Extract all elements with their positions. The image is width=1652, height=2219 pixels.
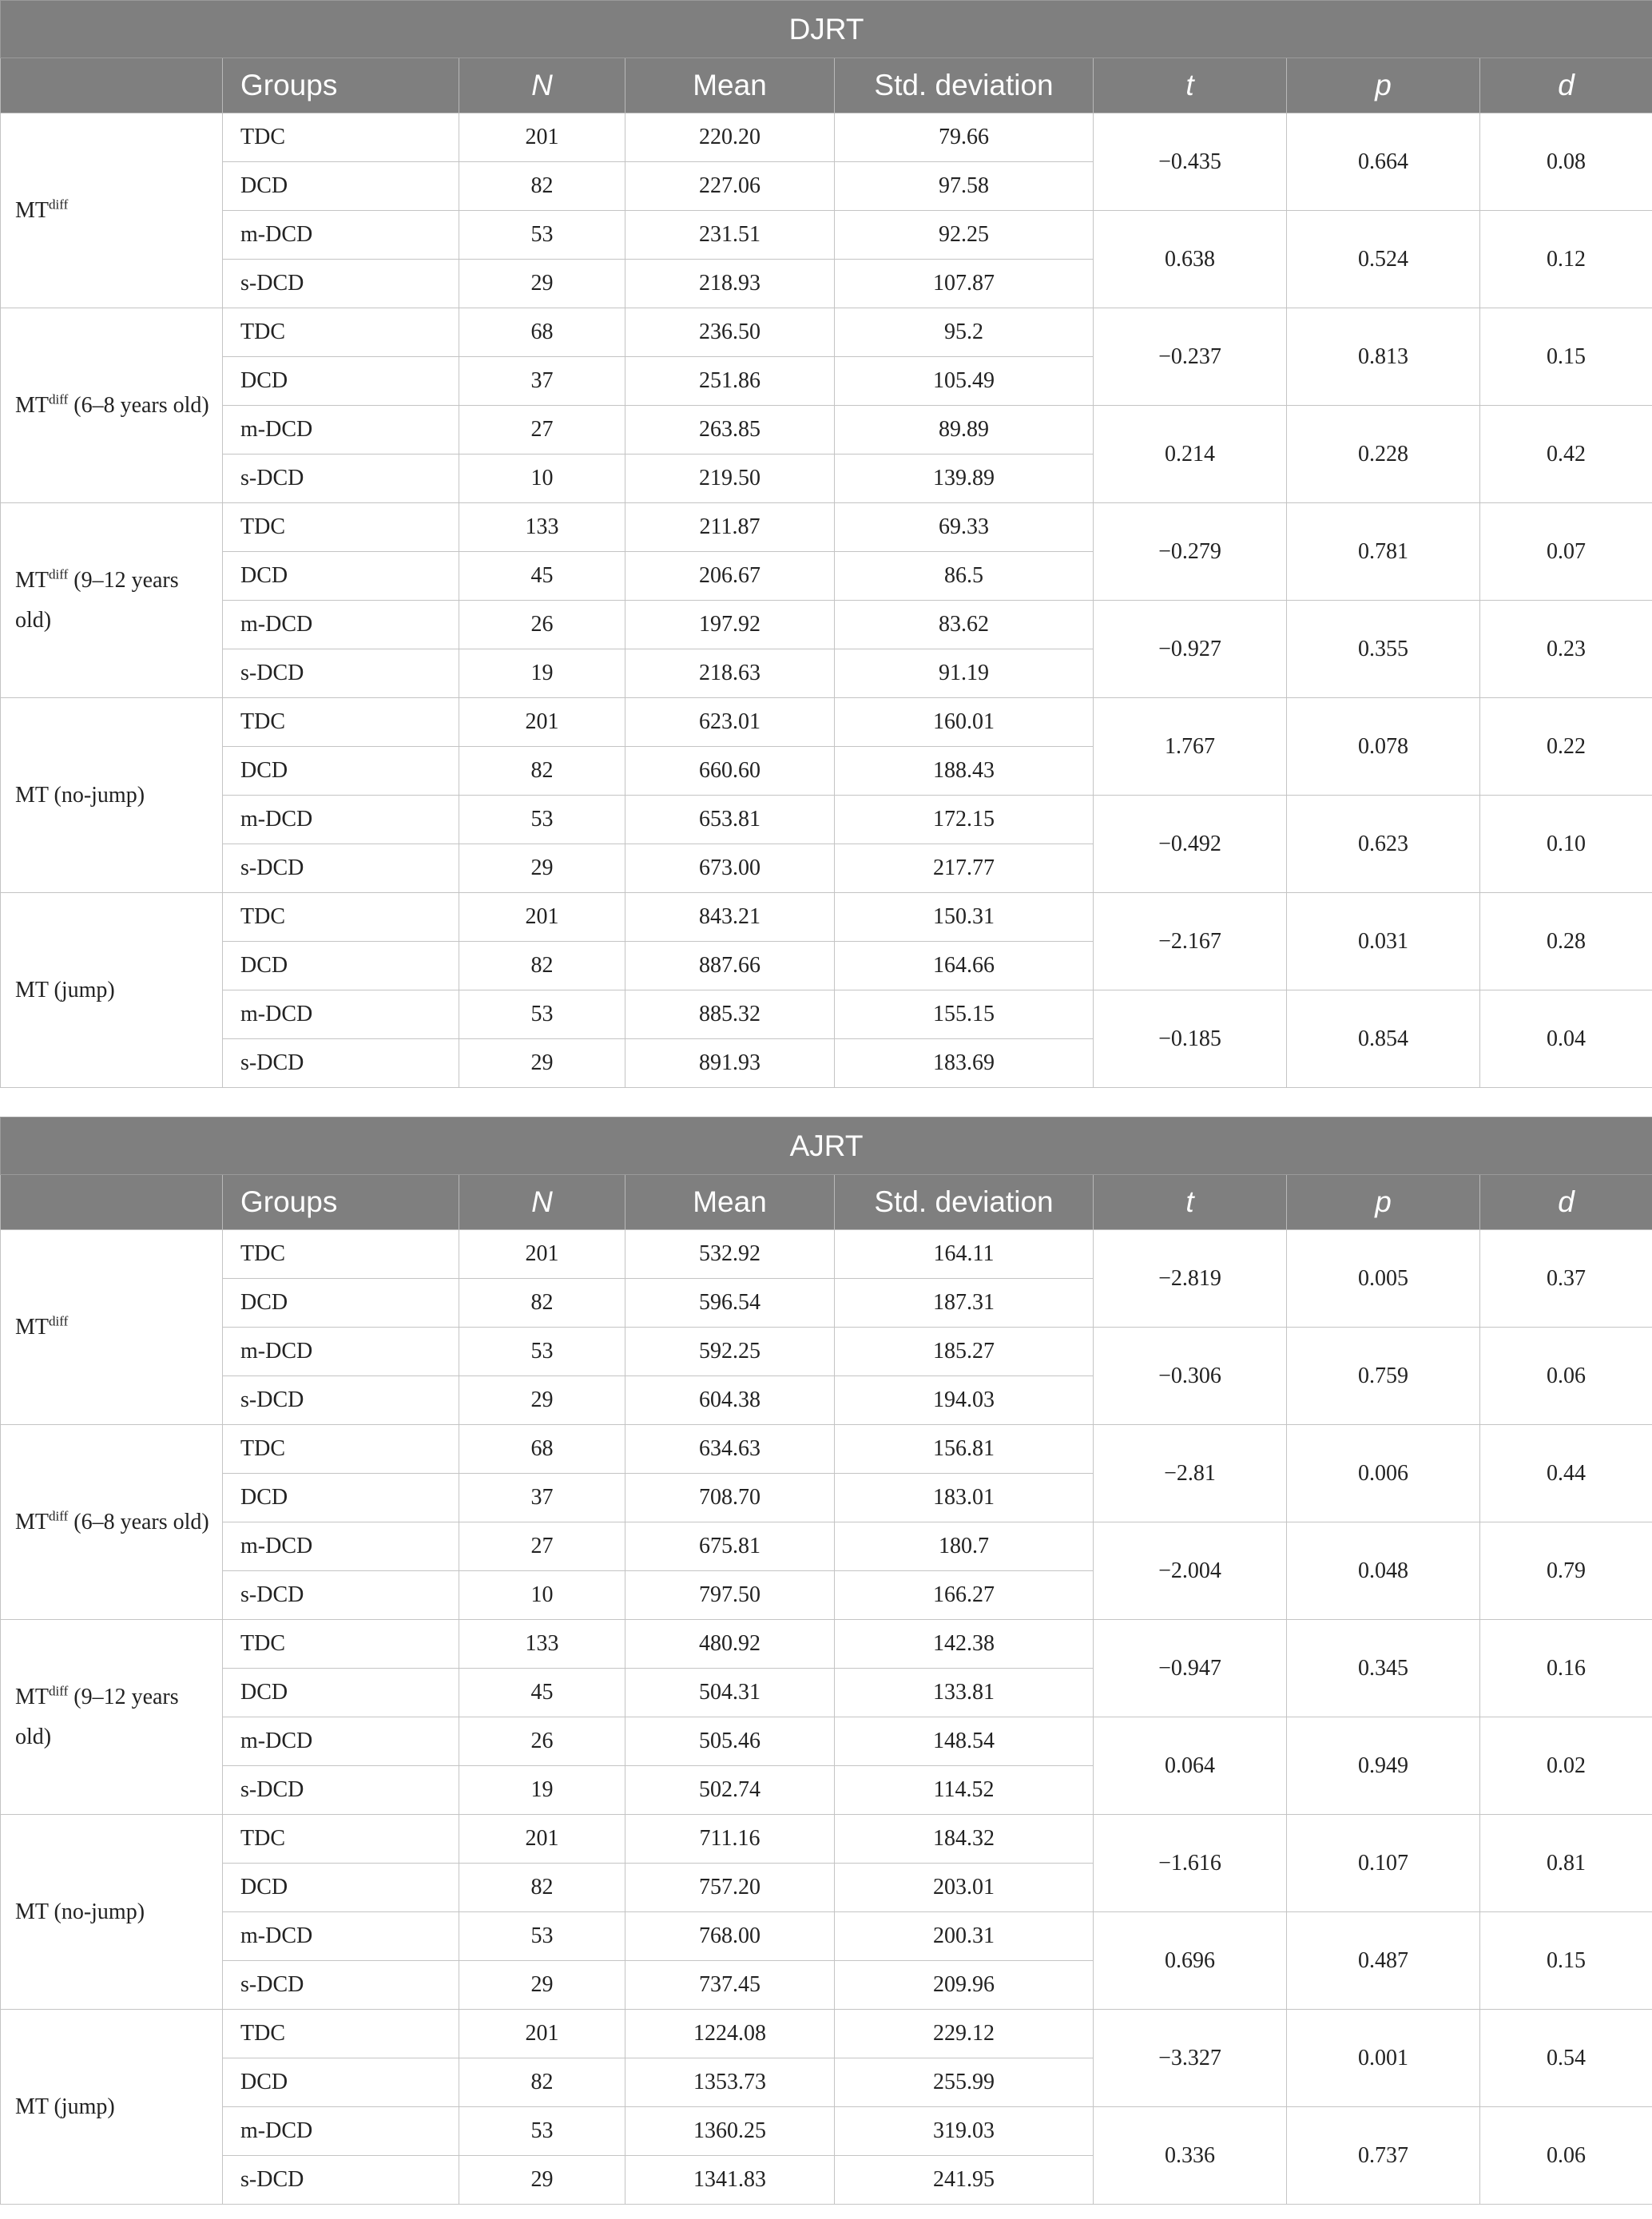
group-cell: DCD [223,2058,459,2107]
blank-header [1,1175,223,1230]
groups-header: Groups [223,1175,459,1230]
group-cell: TDC [223,1230,459,1279]
mean-cell: 206.67 [625,552,835,601]
sd-cell: 187.31 [835,1279,1094,1328]
mean-cell: 220.20 [625,113,835,162]
t-cell: −0.492 [1094,796,1287,893]
table-row [1,211,1652,260]
mean-cell: 1360.25 [625,2107,835,2156]
mean-cell: 1341.83 [625,2156,835,2205]
sd-cell: 83.62 [835,601,1094,649]
measure-label [1,2010,223,2205]
sd-cell: 217.77 [835,844,1094,893]
n-cell: 29 [459,2156,625,2205]
group-cell: TDC [223,503,459,552]
mean-cell: 885.32 [625,990,835,1039]
table-row [1,503,1652,552]
table-row [1,990,1652,1039]
group-cell: s-DCD [223,1039,459,1088]
groups-header: Groups [223,58,459,113]
n-cell: 53 [459,1912,625,1961]
stats-table [0,0,1652,1088]
measure-label-main: MT [15,1314,49,1340]
measure-label-main: MT [15,567,49,593]
measure-label [1,1230,223,1425]
n-cell: 29 [459,1376,625,1425]
mean-cell: 623.01 [625,698,835,747]
measure-label-suffix: (6–8 years old) [68,392,209,418]
mean-cell: 711.16 [625,1815,835,1864]
table-row [1,1620,1652,1669]
n-cell: 82 [459,747,625,796]
n-cell: 82 [459,2058,625,2107]
n-cell: 133 [459,1620,625,1669]
n-cell: 45 [459,552,625,601]
p-cell: 0.854 [1287,990,1480,1088]
measure-label-superscript: diff [49,391,69,407]
sd-cell: 114.52 [835,1766,1094,1815]
sd-cell: 183.69 [835,1039,1094,1088]
sd-cell: 184.32 [835,1815,1094,1864]
p-cell: 0.623 [1287,796,1480,893]
djrt-section [0,0,1652,1088]
table-row [1,1230,1652,1279]
d-cell: 0.02 [1480,1717,1652,1815]
sd-cell: 79.66 [835,113,1094,162]
n-cell: 133 [459,503,625,552]
n-cell: 201 [459,698,625,747]
p-header: p [1287,1175,1480,1230]
sd-cell: 69.33 [835,503,1094,552]
mean-cell: 660.60 [625,747,835,796]
t-cell: −0.279 [1094,503,1287,601]
measure-label-main: MT [15,1684,49,1709]
p-cell: 0.664 [1287,113,1480,211]
sd-cell: 139.89 [835,455,1094,503]
t-cell: 0.214 [1094,406,1287,503]
n-cell: 201 [459,1815,625,1864]
sd-cell: 180.7 [835,1522,1094,1571]
group-cell: s-DCD [223,649,459,698]
mean-cell: 505.46 [625,1717,835,1766]
ajrt-section [0,1117,1652,2205]
t-cell: −3.327 [1094,2010,1287,2107]
t-cell: 0.696 [1094,1912,1287,2010]
mean-cell: 227.06 [625,162,835,211]
p-cell: 0.048 [1287,1522,1480,1620]
p-cell: 0.781 [1287,503,1480,601]
n-cell: 201 [459,113,625,162]
group-cell: s-DCD [223,1961,459,2010]
group-cell: m-DCD [223,406,459,455]
p-cell: 0.524 [1287,211,1480,308]
group-cell: m-DCD [223,1717,459,1766]
measure-label-superscript: diff [49,566,69,582]
measure-label-superscript: diff [49,1508,69,1524]
table-row [1,601,1652,649]
n-cell: 53 [459,796,625,844]
mean-cell: 532.92 [625,1230,835,1279]
t-cell: −0.185 [1094,990,1287,1088]
mean-cell: 251.86 [625,357,835,406]
p-cell: 0.949 [1287,1717,1480,1815]
n-cell: 29 [459,260,625,308]
measure-label-suffix: (6–8 years old) [68,1509,209,1534]
sd-cell: 164.11 [835,1230,1094,1279]
sd-cell: 148.54 [835,1717,1094,1766]
group-cell: TDC [223,308,459,357]
table-row [1,1717,1652,1766]
n-cell: 82 [459,942,625,990]
sd-cell: 155.15 [835,990,1094,1039]
mean-cell: 675.81 [625,1522,835,1571]
mean-cell: 1353.73 [625,2058,835,2107]
p-cell: 0.813 [1287,308,1480,406]
measure-label-superscript: diff [49,196,69,212]
p-cell: 0.759 [1287,1328,1480,1425]
n-cell: 10 [459,455,625,503]
d-cell: 0.54 [1480,2010,1652,2107]
n-cell: 201 [459,893,625,942]
sd-cell: 209.96 [835,1961,1094,2010]
group-cell: m-DCD [223,1522,459,1571]
mean-cell: 263.85 [625,406,835,455]
group-cell: m-DCD [223,211,459,260]
mean-cell: 197.92 [625,601,835,649]
group-cell: s-DCD [223,1766,459,1815]
sd-cell: 97.58 [835,162,1094,211]
p-cell: 0.001 [1287,2010,1480,2107]
t-cell: −0.306 [1094,1328,1287,1425]
table-title: DJRT [1,1,1652,58]
sd-cell: 200.31 [835,1912,1094,1961]
table-row [1,1328,1652,1376]
sd-cell: 183.01 [835,1474,1094,1522]
sd-cell: 142.38 [835,1620,1094,1669]
sd-cell: 92.25 [835,211,1094,260]
d-cell: 0.44 [1480,1425,1652,1522]
group-cell: DCD [223,357,459,406]
mean-cell: 891.93 [625,1039,835,1088]
n-cell: 45 [459,1669,625,1717]
p-cell: 0.006 [1287,1425,1480,1522]
d-cell: 0.15 [1480,308,1652,406]
sd-cell: 319.03 [835,2107,1094,2156]
d-cell: 0.06 [1480,2107,1652,2205]
group-cell: s-DCD [223,844,459,893]
n-cell: 26 [459,1717,625,1766]
d-cell: 0.79 [1480,1522,1652,1620]
n-cell: 37 [459,357,625,406]
p-cell: 0.355 [1287,601,1480,698]
t-cell: 1.767 [1094,698,1287,796]
table-row [1,308,1652,357]
group-cell: m-DCD [223,1912,459,1961]
sd-cell: 229.12 [835,2010,1094,2058]
table-row [1,698,1652,747]
mean-cell: 1224.08 [625,2010,835,2058]
table-row [1,406,1652,455]
group-cell: DCD [223,1864,459,1912]
measure-label [1,503,223,698]
sd-cell: 185.27 [835,1328,1094,1376]
group-cell: TDC [223,113,459,162]
d-cell: 0.81 [1480,1815,1652,1912]
d-cell: 0.15 [1480,1912,1652,2010]
sd-cell: 156.81 [835,1425,1094,1474]
t-cell: −0.927 [1094,601,1287,698]
n-cell: 68 [459,308,625,357]
table-row [1,893,1652,942]
mean-cell: 231.51 [625,211,835,260]
measure-label [1,698,223,893]
sd-cell: 95.2 [835,308,1094,357]
table-row [1,1815,1652,1864]
group-cell: TDC [223,698,459,747]
d-cell: 0.10 [1480,796,1652,893]
t-cell: −2.167 [1094,893,1287,990]
t-cell: −2.81 [1094,1425,1287,1522]
d-cell: 0.28 [1480,893,1652,990]
t-cell: −0.237 [1094,308,1287,406]
table-title: AJRT [1,1117,1652,1175]
n-cell: 53 [459,990,625,1039]
sd-cell: 194.03 [835,1376,1094,1425]
sd-cell: 107.87 [835,260,1094,308]
mean-header: Mean [625,1175,835,1230]
measure-label-suffix: (9–12 years old) [15,1684,179,1749]
n-cell: 82 [459,1279,625,1328]
group-cell: m-DCD [223,601,459,649]
measure-label [1,308,223,503]
t-header: t [1094,1175,1287,1230]
n-cell: 53 [459,2107,625,2156]
sd-cell: 164.66 [835,942,1094,990]
t-cell: 0.336 [1094,2107,1287,2205]
mean-header: Mean [625,58,835,113]
mean-cell: 604.38 [625,1376,835,1425]
n-cell: 27 [459,1522,625,1571]
t-cell: −0.435 [1094,113,1287,211]
measure-label-superscript: diff [49,1683,69,1699]
group-cell: DCD [223,747,459,796]
group-cell: m-DCD [223,990,459,1039]
measure-label-main: MT (no-jump) [15,782,145,808]
measure-label-main: MT (no-jump) [15,1899,145,1924]
d-cell: 0.04 [1480,990,1652,1088]
n-cell: 29 [459,1039,625,1088]
t-header: t [1094,58,1287,113]
sd-cell: 150.31 [835,893,1094,942]
p-cell: 0.487 [1287,1912,1480,2010]
d-header: d [1480,1175,1652,1230]
sd-cell: 172.15 [835,796,1094,844]
n-cell: 82 [459,162,625,211]
group-cell: s-DCD [223,455,459,503]
t-cell: −2.004 [1094,1522,1287,1620]
group-cell: s-DCD [223,260,459,308]
group-cell: TDC [223,1620,459,1669]
mean-cell: 797.50 [625,1571,835,1620]
table-row [1,796,1652,844]
sd-cell: 166.27 [835,1571,1094,1620]
measure-label-suffix: (9–12 years old) [15,567,179,633]
mean-cell: 843.21 [625,893,835,942]
group-cell: m-DCD [223,796,459,844]
mean-cell: 218.63 [625,649,835,698]
stats-table [0,1117,1652,2205]
d-cell: 0.42 [1480,406,1652,503]
group-cell: s-DCD [223,2156,459,2205]
sd-cell: 255.99 [835,2058,1094,2107]
table-row [1,2107,1652,2156]
sd-cell: 160.01 [835,698,1094,747]
p-cell: 0.107 [1287,1815,1480,1912]
t-cell: 0.064 [1094,1717,1287,1815]
sd-cell: 86.5 [835,552,1094,601]
measure-label [1,1815,223,2010]
group-cell: DCD [223,1669,459,1717]
group-cell: TDC [223,893,459,942]
d-cell: 0.22 [1480,698,1652,796]
n-cell: 201 [459,2010,625,2058]
mean-cell: 236.50 [625,308,835,357]
measure-label-main: MT [15,392,49,418]
group-cell: TDC [223,1815,459,1864]
mean-cell: 768.00 [625,1912,835,1961]
measure-label-main: MT (jump) [15,2094,115,2119]
d-cell: 0.23 [1480,601,1652,698]
n-header: N [459,1175,625,1230]
mean-cell: 211.87 [625,503,835,552]
d-cell: 0.37 [1480,1230,1652,1328]
measure-label-superscript: diff [49,1313,69,1329]
d-cell: 0.06 [1480,1328,1652,1425]
n-cell: 68 [459,1425,625,1474]
sd-cell: 91.19 [835,649,1094,698]
p-cell: 0.005 [1287,1230,1480,1328]
n-cell: 10 [459,1571,625,1620]
blank-header [1,58,223,113]
mean-cell: 634.63 [625,1425,835,1474]
group-cell: s-DCD [223,1571,459,1620]
mean-cell: 592.25 [625,1328,835,1376]
mean-cell: 737.45 [625,1961,835,2010]
n-cell: 27 [459,406,625,455]
mean-cell: 653.81 [625,796,835,844]
d-cell: 0.07 [1480,503,1652,601]
mean-cell: 757.20 [625,1864,835,1912]
table-row [1,113,1652,162]
n-cell: 82 [459,1864,625,1912]
n-cell: 53 [459,211,625,260]
t-cell: −1.616 [1094,1815,1287,1912]
mean-cell: 219.50 [625,455,835,503]
group-cell: m-DCD [223,1328,459,1376]
n-cell: 19 [459,1766,625,1815]
mean-cell: 480.92 [625,1620,835,1669]
p-header: p [1287,58,1480,113]
group-cell: DCD [223,162,459,211]
group-cell: m-DCD [223,2107,459,2156]
sd-cell: 133.81 [835,1669,1094,1717]
t-cell: −2.819 [1094,1230,1287,1328]
mean-cell: 502.74 [625,1766,835,1815]
mean-cell: 673.00 [625,844,835,893]
table-row [1,1425,1652,1474]
mean-cell: 218.93 [625,260,835,308]
sd-cell: 203.01 [835,1864,1094,1912]
n-cell: 201 [459,1230,625,1279]
measure-label-main: MT [15,197,49,223]
n-cell: 26 [459,601,625,649]
group-cell: DCD [223,1279,459,1328]
p-cell: 0.078 [1287,698,1480,796]
p-cell: 0.228 [1287,406,1480,503]
d-cell: 0.16 [1480,1620,1652,1717]
mean-cell: 504.31 [625,1669,835,1717]
table-row [1,2010,1652,2058]
group-cell: DCD [223,552,459,601]
sd-cell: 188.43 [835,747,1094,796]
p-cell: 0.345 [1287,1620,1480,1717]
group-cell: s-DCD [223,1376,459,1425]
n-header: N [459,58,625,113]
mean-cell: 596.54 [625,1279,835,1328]
sd-cell: 89.89 [835,406,1094,455]
measure-label-main: MT [15,1509,49,1534]
n-cell: 53 [459,1328,625,1376]
table-row [1,1912,1652,1961]
table-row [1,1522,1652,1571]
sd-header: Std. deviation [835,1175,1094,1230]
d-cell: 0.08 [1480,113,1652,211]
group-cell: TDC [223,2010,459,2058]
d-header: d [1480,58,1652,113]
group-cell: TDC [223,1425,459,1474]
p-cell: 0.737 [1287,2107,1480,2205]
group-cell: DCD [223,1474,459,1522]
p-cell: 0.031 [1287,893,1480,990]
sd-header: Std. deviation [835,58,1094,113]
t-cell: −0.947 [1094,1620,1287,1717]
measure-label [1,113,223,308]
mean-cell: 887.66 [625,942,835,990]
measure-label [1,893,223,1088]
t-cell: 0.638 [1094,211,1287,308]
n-cell: 37 [459,1474,625,1522]
measure-label [1,1620,223,1815]
group-cell: DCD [223,942,459,990]
n-cell: 29 [459,1961,625,2010]
sd-cell: 241.95 [835,2156,1094,2205]
n-cell: 19 [459,649,625,698]
measure-label [1,1425,223,1620]
sd-cell: 105.49 [835,357,1094,406]
mean-cell: 708.70 [625,1474,835,1522]
measure-label-main: MT (jump) [15,977,115,1002]
d-cell: 0.12 [1480,211,1652,308]
n-cell: 29 [459,844,625,893]
